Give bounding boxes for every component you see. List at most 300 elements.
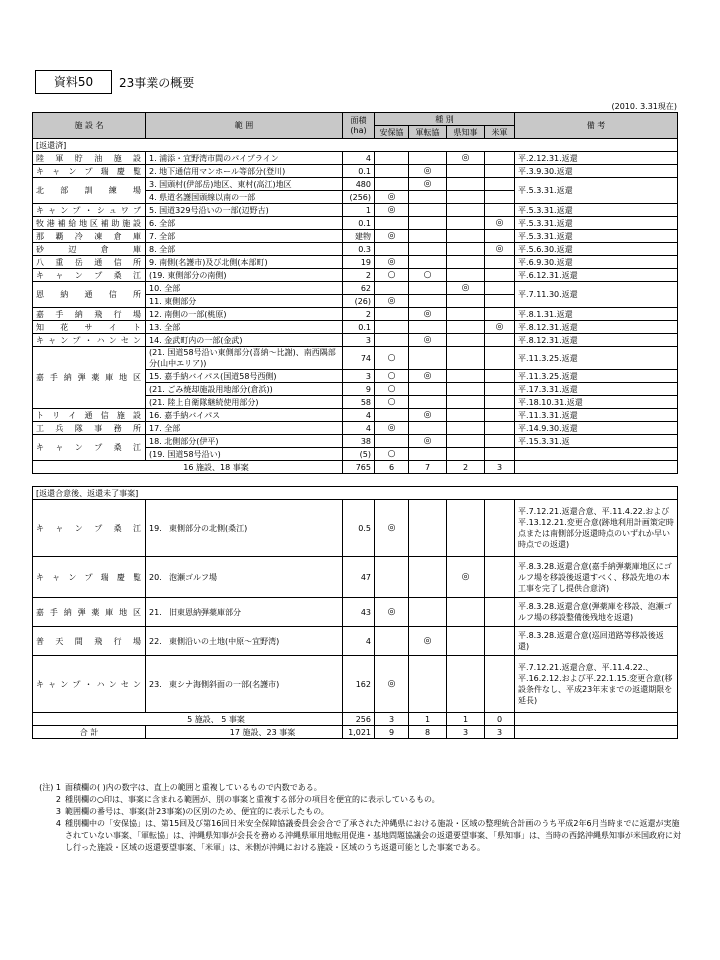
range-cell: 7. 全部: [146, 230, 343, 243]
note-cell: 平.18.10.31.返還: [515, 396, 678, 409]
total-label: 合 計: [33, 726, 146, 739]
range-cell: (19. 東側部分の南側): [146, 269, 343, 282]
kind-mark: ◎: [375, 230, 409, 243]
kind-mark: [485, 370, 515, 383]
kind-mark: [447, 598, 485, 627]
kind-mark: [375, 435, 409, 448]
total-count: 3: [447, 726, 485, 739]
kind-mark: [485, 396, 515, 409]
kind-mark: [375, 627, 409, 656]
as-of-date: (2010. 3.31現在): [611, 102, 677, 111]
range-cell: (21. 陸上自衛隊継続使用部分): [146, 396, 343, 409]
kind-mark: [485, 409, 515, 422]
range-cell: 1. 浦添・宜野湾市間のパイプライン: [146, 152, 343, 165]
kind-mark: [447, 295, 485, 308]
kind-mark: [375, 243, 409, 256]
kind-mark: [409, 383, 447, 396]
kind-mark: [485, 178, 515, 191]
kind-mark: [485, 269, 515, 282]
kind-mark: ◎: [375, 191, 409, 204]
kind-mark: [409, 152, 447, 165]
note-text: 範囲欄の番号は、事案(計23事案)の区別のため、便宜的に表示したもの。: [65, 807, 329, 816]
note-cell: 平.7.12.21.返還合意、平.11.4.22.、平.16.2.12.および平.22.1.15.変更合意(移設条件なし、平成23年末までの返還期限を延長): [515, 656, 678, 713]
table-row: [33, 557, 678, 598]
facility-name: 嘉 手 納 弾 薬 庫 地 区: [33, 347, 146, 409]
kind-mark: ◎: [409, 178, 447, 191]
range-cell: 5. 国道329号沿いの一部(辺野古): [146, 204, 343, 217]
total-area: 1,021: [343, 726, 375, 739]
range-number: 20.: [149, 572, 162, 582]
range-cell: 10. 全部: [146, 282, 343, 295]
area-cell: 58: [343, 396, 375, 409]
kind-mark: ◎: [409, 334, 447, 347]
note-text: 種別欄の○印は、事案に含まれる範囲が、別の事案と重複する部分の項目を便宜的に表示しているもの。: [65, 795, 440, 804]
kind-mark: [409, 656, 447, 713]
area-cell: (256): [343, 191, 375, 204]
kind-mark: [447, 217, 485, 230]
note-text: 種別欄中の「安保協」は、第15回及び第16回日米安全保障協議委員会会合で了承された沖縄県における施設・区域の整理統合計画のうち平成2年6月当時までに返還が実施されていない事案、「軍転協」は、沖縄県知事が会長を務める沖縄県軍用地転用促進・基地問題協議会の返還要望事案、「県知事」は、当時の西銘沖縄県知事が米国政府に対し行った施設・区域の返還要望事案、「米軍」は、米側が沖縄における施設・区域のうち返還可能とした事案である。: [65, 819, 681, 852]
table-row: [33, 230, 678, 243]
range-number: 19.: [149, 523, 162, 533]
kind-mark: ◎: [409, 409, 447, 422]
table-row: [33, 656, 678, 713]
area-cell: 19: [343, 256, 375, 269]
kind-mark: [485, 152, 515, 165]
range-cell: 13. 全部: [146, 321, 343, 334]
range-text: 旧東恩納弾薬庫部分: [169, 607, 241, 617]
kind-mark: [447, 243, 485, 256]
subtotal-count: 7: [409, 461, 447, 474]
note-item: [35, 794, 685, 806]
facility-name: キャンプ・ハンセン: [33, 334, 146, 347]
kind-mark: [485, 656, 515, 713]
total-count: 3: [485, 726, 515, 739]
header-area: 面積 (ha): [343, 113, 375, 139]
total-count: 9: [375, 726, 409, 739]
note-cell: [515, 448, 678, 461]
kind-mark: [409, 230, 447, 243]
notes: [35, 782, 685, 854]
kind-mark: ◎: [447, 152, 485, 165]
range-cell: 14. 金武町内の一部(金武): [146, 334, 343, 347]
area-cell: 建物: [343, 230, 375, 243]
table-row: [33, 435, 678, 448]
table-row: [33, 334, 678, 347]
facility-name: キ ャ ン プ 瑞 慶 覧: [33, 557, 146, 598]
kind-mark: [409, 191, 447, 204]
header-k3: 県知事: [447, 126, 485, 139]
kind-mark: ◎: [485, 217, 515, 230]
note-number: 4: [55, 819, 61, 828]
subtotal-label: 16 施設、18 事案: [33, 461, 343, 474]
table-row: [33, 243, 678, 256]
range-text: 東側沿いの土地(中原～宜野湾): [169, 636, 280, 646]
kind-mark: ◎: [485, 321, 515, 334]
range-number: 21.: [149, 607, 162, 617]
kind-mark: ◎: [375, 500, 409, 557]
kind-mark: [447, 230, 485, 243]
facility-name: 牧港補給地区補助施設: [33, 217, 146, 230]
range-cell: (21. 国道58号沿い東側部分(喜納～比謝)、南西隅部分(山中エリア)): [146, 347, 343, 370]
range-cell: [146, 500, 343, 557]
range-cell: 9. 南側(名護市)及び北側(本部町): [146, 256, 343, 269]
area-cell: (26): [343, 295, 375, 308]
facility-name: 砂 辺 倉 庫: [33, 243, 146, 256]
kind-mark: [409, 321, 447, 334]
document-label: 資料50: [35, 70, 112, 94]
subtotal-count: 3: [485, 461, 515, 474]
range-text: 泡瀬ゴルフ場: [169, 572, 217, 582]
area-cell: 3: [343, 334, 375, 347]
table-row: [33, 308, 678, 321]
kind-mark: [447, 204, 485, 217]
kind-mark: [409, 204, 447, 217]
kind-mark: ◎: [375, 204, 409, 217]
kind-mark: [447, 178, 485, 191]
note-cell: 平.14.9.30.返還: [515, 422, 678, 435]
table-row: [33, 347, 678, 370]
subtotal-count: 6: [375, 461, 409, 474]
range-cell: 17. 全部: [146, 422, 343, 435]
header-facility: 施 設 名: [33, 113, 146, 139]
total-sub: 17 施設、23 事案: [146, 726, 343, 739]
area-cell: (5): [343, 448, 375, 461]
kind-mark: [447, 191, 485, 204]
kind-mark: [447, 656, 485, 713]
kind-mark: [409, 557, 447, 598]
subtotal-count: 0: [485, 713, 515, 726]
total-row: [33, 726, 678, 739]
kind-mark: ◎: [375, 656, 409, 713]
facility-name: 知 花 サ イ ト: [33, 321, 146, 334]
table-row: [33, 165, 678, 178]
facility-name: 普 天 間 飛 行 場: [33, 627, 146, 656]
kind-mark: [447, 308, 485, 321]
facility-name: 嘉 手 納 飛 行 場: [33, 308, 146, 321]
kind-mark: ○: [375, 269, 409, 282]
range-cell: (19. 国道58号沿い): [146, 448, 343, 461]
kind-mark: [409, 500, 447, 557]
note-cell: 平.7.11.30.返還: [515, 282, 678, 308]
subtotal-count: 1: [447, 713, 485, 726]
kind-mark: [485, 334, 515, 347]
note-cell: 平.11.3.25.返還: [515, 347, 678, 370]
kind-mark: ◎: [447, 282, 485, 295]
kind-mark: [447, 422, 485, 435]
kind-mark: ◎: [409, 435, 447, 448]
note-cell: 平.8.3.28.返還合意(嘉手納弾薬庫地区にゴルフ場を移設後返還すべく、移設先地の本工事を完了し提供合意済): [515, 557, 678, 598]
area-cell: 2: [343, 269, 375, 282]
note-cell: 平.15.3.31.返: [515, 435, 678, 448]
area-cell: 9: [343, 383, 375, 396]
kind-mark: [447, 334, 485, 347]
facility-name: 那 覇 冷 凍 倉 庫: [33, 230, 146, 243]
kind-mark: [485, 598, 515, 627]
area-cell: 4: [343, 422, 375, 435]
kind-mark: [409, 448, 447, 461]
header-kind: 種 別: [375, 113, 515, 126]
kind-mark: [409, 422, 447, 435]
range-text: 東側部分の北側(桑江): [169, 523, 248, 533]
kind-mark: [447, 448, 485, 461]
note-item: [35, 782, 685, 794]
kind-mark: ◎: [409, 165, 447, 178]
facility-name: 陸 軍 貯 油 施 設: [33, 152, 146, 165]
kind-mark: [375, 217, 409, 230]
subtotal-count: 3: [375, 713, 409, 726]
area-cell: 0.5: [343, 500, 375, 557]
area-cell: 4: [343, 152, 375, 165]
subtotal-row: [33, 461, 678, 474]
kind-mark: ○: [375, 347, 409, 370]
kind-mark: ○: [375, 396, 409, 409]
facility-name: キャンプ・シュワブ: [33, 204, 146, 217]
note-cell: 平.8.1.31.返還: [515, 308, 678, 321]
area-cell: 43: [343, 598, 375, 627]
area-cell: 62: [343, 282, 375, 295]
kind-mark: ◎: [375, 256, 409, 269]
note-cell: 平.8.12.31.返還: [515, 321, 678, 334]
note-text: 面積欄の( )内の数字は、直上の範囲と重複しているもので内数である。: [65, 783, 322, 792]
facility-name: キ ャ ン プ 桑 江: [33, 435, 146, 461]
area-cell: 2: [343, 308, 375, 321]
kind-mark: [485, 230, 515, 243]
note-cell: 平.5.3.31.返還: [515, 204, 678, 217]
area-cell: 480: [343, 178, 375, 191]
kind-mark: [485, 557, 515, 598]
range-cell: 18. 北側部分(伊平): [146, 435, 343, 448]
note-cell: 平.17.3.31.返還: [515, 383, 678, 396]
table-row: [33, 422, 678, 435]
kind-mark: ◎: [375, 422, 409, 435]
range-cell: 3. 国頭村(伊部岳)地区、東村(高江)地区: [146, 178, 343, 191]
table-row: [33, 598, 678, 627]
note-cell: 平.2.12.31.返還: [515, 152, 678, 165]
section-label-row: [33, 487, 678, 500]
subtotal-count: 2: [447, 461, 485, 474]
total-note: [515, 726, 678, 739]
facility-name: 恩 納 通 信 所: [33, 282, 146, 308]
note-cell: 平.11.3.25.返還: [515, 370, 678, 383]
range-cell: [146, 627, 343, 656]
table-row: [33, 269, 678, 282]
kind-mark: [485, 627, 515, 656]
kind-mark: [375, 152, 409, 165]
kind-mark: ○: [375, 370, 409, 383]
facility-name: 嘉 手 納 弾 薬 庫 地 区: [33, 598, 146, 627]
range-cell: (21. ごみ焼却施設用地部分(倉浜)): [146, 383, 343, 396]
kind-mark: [485, 500, 515, 557]
area-cell: 74: [343, 347, 375, 370]
area-cell: 0.1: [343, 321, 375, 334]
kind-mark: [409, 256, 447, 269]
facility-name: ト リ イ 通 信 施 設: [33, 409, 146, 422]
range-cell: 16. 嘉手納バイパス: [146, 409, 343, 422]
note-cell: 平.7.12.21.返還合意、平.11.4.22.および平.13.12.21.変更合意(跡地利用計画策定時点または南側部分返還時点のいずれか早い時点での返還): [515, 500, 678, 557]
kind-mark: [409, 347, 447, 370]
note-number: 2: [55, 795, 61, 804]
range-cell: 11. 東側部分: [146, 295, 343, 308]
kind-mark: ◎: [485, 243, 515, 256]
kind-mark: [375, 409, 409, 422]
note-cell: 平.6.12.31.返還: [515, 269, 678, 282]
range-number: 22.: [149, 636, 162, 646]
kind-mark: [447, 347, 485, 370]
table-row: [33, 627, 678, 656]
kind-mark: ◎: [447, 557, 485, 598]
note-cell: 平.3.9.30.返還: [515, 165, 678, 178]
area-cell: 47: [343, 557, 375, 598]
header-k4: 米軍: [485, 126, 515, 139]
kind-mark: [375, 557, 409, 598]
area-cell: 3: [343, 370, 375, 383]
range-cell: 2. 地下通信用マンホール等部分(登川): [146, 165, 343, 178]
facility-name: 工 兵 隊 事 務 所: [33, 422, 146, 435]
subtotal-row: [33, 713, 678, 726]
range-cell: 8. 全部: [146, 243, 343, 256]
kind-mark: [447, 409, 485, 422]
facility-name: キ ャ ン プ 瑞 慶 覧: [33, 165, 146, 178]
header-k1: 安保協: [375, 126, 409, 139]
page-title: 23事業の概要: [119, 76, 195, 90]
area-cell: 1: [343, 204, 375, 217]
kind-mark: [447, 370, 485, 383]
kind-mark: ○: [409, 269, 447, 282]
kind-mark: [375, 178, 409, 191]
subtotal-count: 1: [409, 713, 447, 726]
gap-row: [33, 474, 678, 487]
kind-mark: [485, 435, 515, 448]
kind-mark: [375, 334, 409, 347]
kind-mark: ◎: [409, 370, 447, 383]
table-row: [33, 152, 678, 165]
kind-mark: [375, 165, 409, 178]
note-cell: 平.5.3.31.返還: [515, 217, 678, 230]
section-label: [返還済]: [33, 139, 678, 152]
note-cell: 平.11.3.31.返還: [515, 409, 678, 422]
subtotal-area: 256: [343, 713, 375, 726]
note-item: [35, 806, 685, 818]
facility-table: [32, 112, 678, 739]
kind-mark: [485, 295, 515, 308]
kind-mark: [485, 383, 515, 396]
section-label-row: [33, 139, 678, 152]
note-cell: 平.5.3.31.返還: [515, 230, 678, 243]
kind-mark: [409, 243, 447, 256]
range-cell: [146, 656, 343, 713]
facility-name: キ ャ ン プ 桑 江: [33, 500, 146, 557]
kind-mark: ◎: [409, 627, 447, 656]
area-cell: 4: [343, 409, 375, 422]
facility-name: キ ャ ン プ 桑 江: [33, 269, 146, 282]
note-cell: 平.6.9.30.返還: [515, 256, 678, 269]
subtotal-note: [515, 713, 678, 726]
kind-mark: [409, 295, 447, 308]
kind-mark: [409, 217, 447, 230]
kind-mark: [409, 396, 447, 409]
kind-mark: [485, 448, 515, 461]
table-row: [33, 409, 678, 422]
kind-mark: [447, 500, 485, 557]
note-cell: 平.5.3.31.返還: [515, 178, 678, 204]
kind-mark: [447, 627, 485, 656]
note-cell: 平.5.6.30.返還: [515, 243, 678, 256]
kind-mark: ◎: [409, 308, 447, 321]
section-label: [返還合意後、返還未了事案]: [33, 487, 678, 500]
note-number: 3: [55, 807, 61, 816]
kind-mark: [447, 165, 485, 178]
kind-mark: [375, 282, 409, 295]
table-header-row: [33, 113, 678, 126]
kind-mark: [447, 383, 485, 396]
facility-name: 八 重 岳 通 信 所: [33, 256, 146, 269]
kind-mark: [447, 321, 485, 334]
kind-mark: [409, 282, 447, 295]
total-count: 8: [409, 726, 447, 739]
table-row: [33, 217, 678, 230]
area-cell: 0.1: [343, 217, 375, 230]
table-row: [33, 282, 678, 295]
area-cell: 38: [343, 435, 375, 448]
range-cell: 15. 嘉手納バイパス(国道58号西側): [146, 370, 343, 383]
subtotal-label: 5 施設、 5 事案: [33, 713, 343, 726]
note-item: [35, 818, 685, 854]
kind-mark: [485, 204, 515, 217]
kind-mark: [485, 347, 515, 370]
table-row: [33, 178, 678, 191]
kind-mark: [447, 435, 485, 448]
kind-mark: [485, 422, 515, 435]
note-cell: 平.8.12.31.返還: [515, 334, 678, 347]
range-cell: 6. 全部: [146, 217, 343, 230]
subtotal-note: [515, 461, 678, 474]
facility-name: 北 部 訓 練 場: [33, 178, 146, 204]
kind-mark: [375, 308, 409, 321]
kind-mark: [447, 256, 485, 269]
kind-mark: [447, 396, 485, 409]
area-cell: 4: [343, 627, 375, 656]
kind-mark: ○: [375, 383, 409, 396]
kind-mark: [485, 308, 515, 321]
header-range: 範 囲: [146, 113, 343, 139]
kind-mark: [375, 321, 409, 334]
table-row: [33, 500, 678, 557]
range-cell: [146, 557, 343, 598]
range-cell: 4. 県道名護国頭線以南の一部: [146, 191, 343, 204]
table-row: [33, 321, 678, 334]
header-note: 備 考: [515, 113, 678, 139]
range-text: 東シナ海側斜面の一部(名護市): [169, 679, 280, 689]
kind-mark: ◎: [375, 598, 409, 627]
kind-mark: [409, 598, 447, 627]
area-cell: 0.1: [343, 165, 375, 178]
table-row: [33, 204, 678, 217]
note-cell: 平.8.3.28.返還合意(巡回道路等移設後返還): [515, 627, 678, 656]
kind-mark: [485, 191, 515, 204]
kind-mark: [485, 282, 515, 295]
table-row: [33, 256, 678, 269]
kind-mark: ◎: [375, 295, 409, 308]
header-k2: 軍転協: [409, 126, 447, 139]
area-cell: 162: [343, 656, 375, 713]
area-cell: 0.3: [343, 243, 375, 256]
kind-mark: [485, 165, 515, 178]
kind-mark: [485, 256, 515, 269]
kind-mark: [447, 269, 485, 282]
subtotal-area: 765: [343, 461, 375, 474]
note-number: (注) 1: [39, 783, 61, 792]
facility-name: キャンプ・ハンセン: [33, 656, 146, 713]
